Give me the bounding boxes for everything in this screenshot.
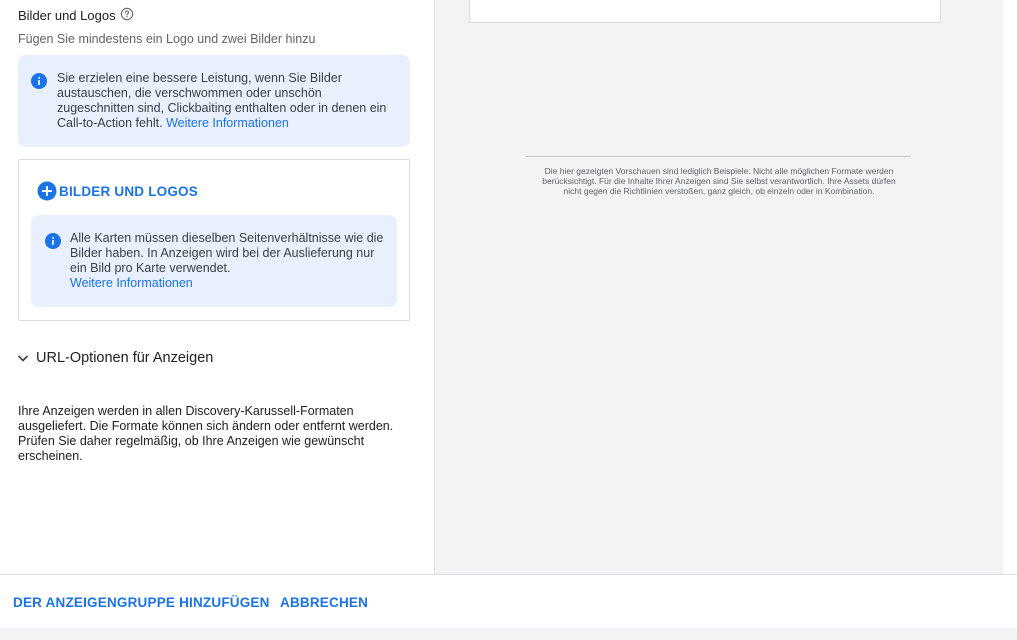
- performance-info-box: [18, 55, 410, 147]
- add-images-logos-label: BILDER UND LOGOS: [59, 183, 198, 199]
- performance-info-text: [57, 71, 397, 131]
- help-circle-icon[interactable]: [120, 7, 134, 21]
- learn-more-link[interactable]: Weitere Informationen: [166, 116, 289, 130]
- preview-panel: [435, 0, 1003, 574]
- footer-bar: [0, 574, 1017, 629]
- divider: [526, 156, 911, 157]
- info-icon: [45, 233, 61, 249]
- aspect-ratio-info-message: Alle Karten müssen dieselben Seitenverhältnisse wie die Bilder haben. In Anzeigen wird bei der Auslieferung nur ein Bild pro Karte verwendet.: [70, 231, 384, 275]
- images-section-header: [18, 8, 134, 23]
- bottom-strip: [0, 628, 1017, 640]
- aspect-ratio-info-text: [70, 231, 385, 291]
- performance-info-message: Sie erzielen eine bessere Leistung, wenn Sie Bilder austauschen, die verschwommen oder unschön zugeschnitten sind, Clickbaiting enthalten oder in denen ein Call-to-Action fehlt.: [57, 71, 387, 130]
- url-options-label: URL-Optionen für Anzeigen: [36, 350, 214, 366]
- cancel-button[interactable]: ABBRECHEN: [280, 595, 369, 610]
- scrollbar-track: [1003, 0, 1017, 574]
- add-images-logos-button[interactable]: [37, 181, 198, 201]
- ad-preview-card: [469, 0, 941, 23]
- images-card-box: [18, 159, 410, 321]
- images-section-title: Bilder und Logos: [18, 8, 116, 23]
- discovery-formats-note: Ihre Anzeigen werden in allen Discovery-Karussell-Formaten ausgeliefert. Die Formate können sich ändern oder entfernt werden. Prüfen Sie daher regelmäßig, ob Ihre Anzeigen wie gewünscht erscheinen.: [18, 404, 394, 463]
- aspect-ratio-info-box: [31, 215, 397, 307]
- images-section-subtitle: Fügen Sie mindestens ein Logo und zwei Bilder hinzu: [18, 32, 316, 46]
- url-options-toggle[interactable]: [16, 350, 213, 366]
- learn-more-link[interactable]: Weitere Informationen: [70, 276, 193, 290]
- add-to-ad-group-button[interactable]: DER ANZEIGENGRUPPE HINZUFÜGEN: [13, 595, 270, 610]
- preview-disclaimer: Die hier gezeigten Vorschauen sind lediglich Beispiele. Nicht alle möglichen Formate werden berücksichtigt. Für die Inhalte Ihrer Anzeigen sind Sie selbst verantwortlich. Ihre Assets dürfen nicht gegen die Richtlinien verstoßen, ganz gleich, ob einzeln oder in Kombination.: [542, 166, 896, 196]
- chevron-down-icon: [16, 351, 30, 365]
- add-circle-icon: [37, 181, 57, 201]
- form-panel: [0, 0, 435, 574]
- info-icon: [31, 73, 47, 89]
